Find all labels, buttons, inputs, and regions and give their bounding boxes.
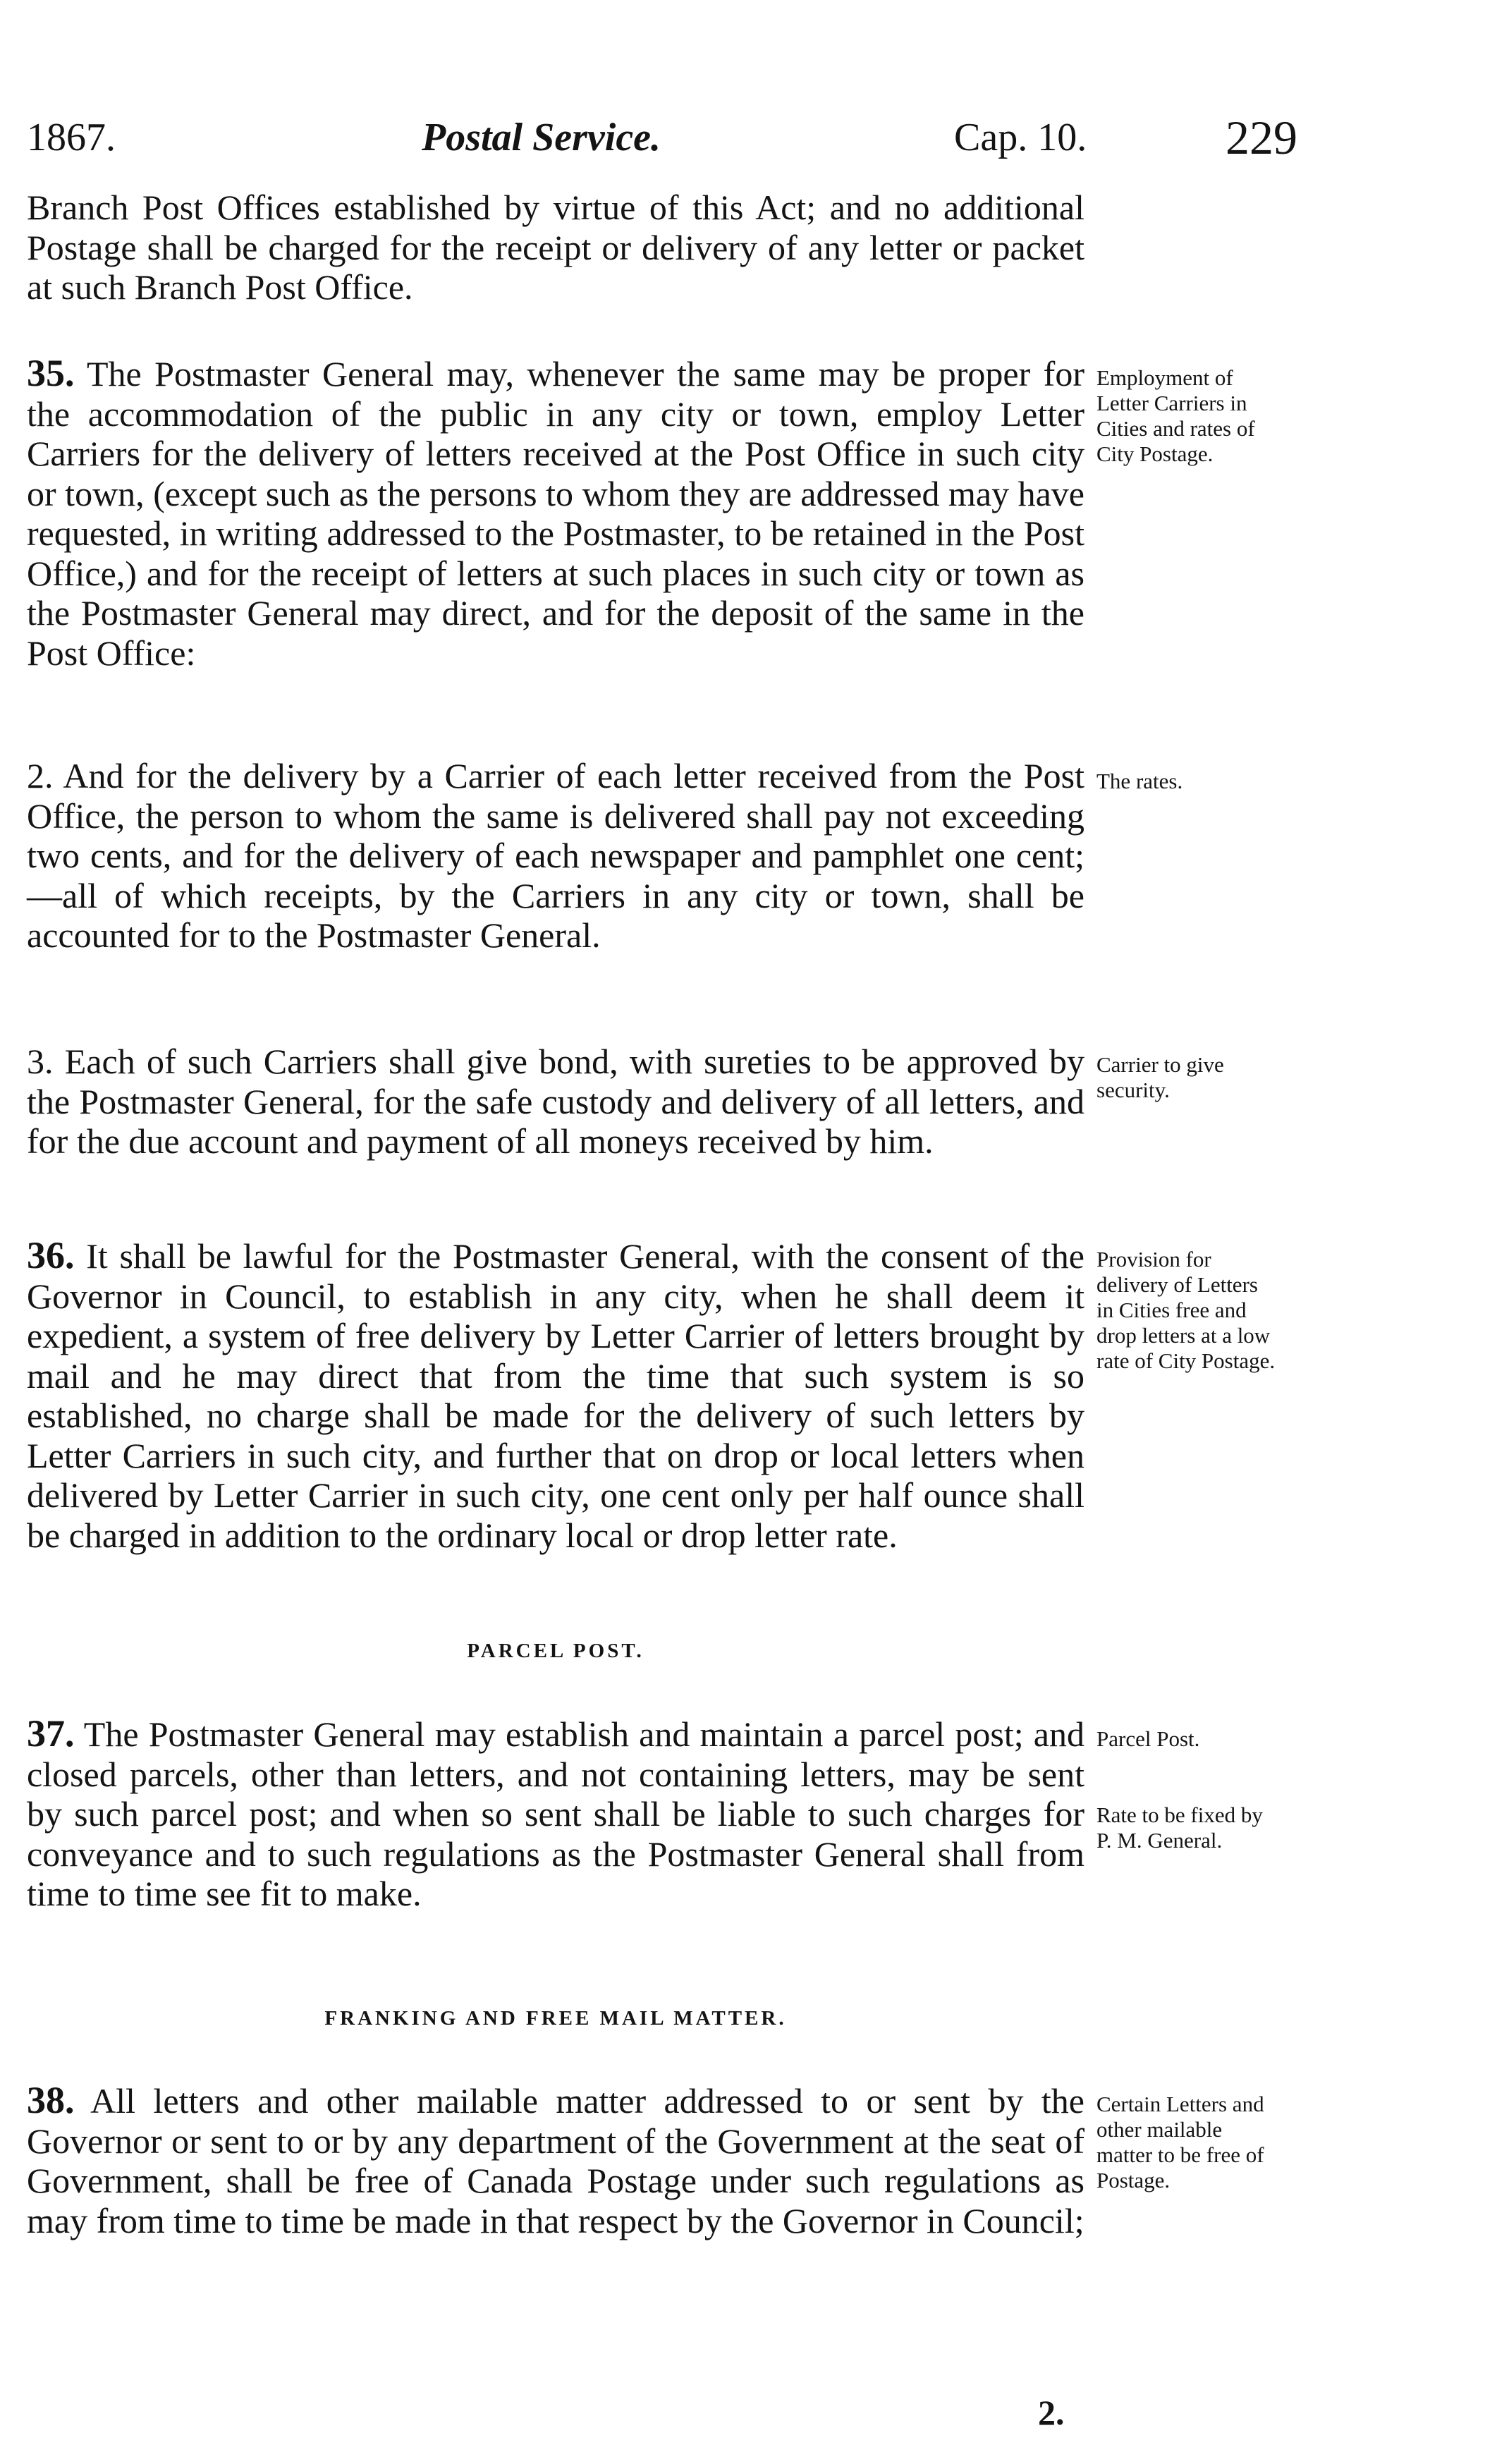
subsection-body: Each of such Carriers shall give bond, with sureties to be approved by the Postmaster General, for the safe custody and delivery of all letters, and for the due account and payment of all moneys received by him. xyxy=(27,1042,1085,1161)
margin-note-parcel-post: Parcel Post. xyxy=(1096,1726,1200,1751)
margin-note-employment: Employment of Letter Carriers in Cities and rates of City Postage. xyxy=(1096,365,1255,466)
section-35 xyxy=(27,353,1084,673)
subsection-35-3 xyxy=(27,1042,1084,1161)
heading-franking: FRANKING AND FREE MAIL MATTER. xyxy=(324,2007,787,2030)
subsection-35-2 xyxy=(27,756,1084,956)
section-body: The Postmaster General may establish and maintain a parcel post; and closed parcels, other than letters, and not containing letters, may be sent by such parcel post; and when so sent shall be liable to such charges for conveyance and to such regulations as the Postmaster General shall from time to time see fit to make. xyxy=(27,1714,1085,1913)
header-title: Postal Service. xyxy=(422,116,661,159)
subsection-body: And for the delivery by a Carrier of each letter received from the Post Office, the person to whom the same is delivered shall pay not exceeding two cents, and for the delivery of each newspaper and pamphlet one cent;—all of which receipts, by the Carriers in any city or town, shall be accounted for to the Postmaster General. xyxy=(27,756,1085,955)
section-36-text xyxy=(27,1236,1084,1555)
subsection-text xyxy=(27,756,1084,956)
section-36 xyxy=(27,1236,1084,1555)
section-37-text xyxy=(27,1714,1084,1914)
section-38-text xyxy=(27,2080,1084,2240)
paragraph-continuation xyxy=(27,188,1084,307)
section-number: 35. xyxy=(27,352,75,394)
section-number: 36. xyxy=(27,1234,75,1276)
section-body: The Postmaster General may, whenever the same may be proper for the accommodation of the public in any city or town, employ Letter Carriers for the delivery of letters received at the Post Office in such city or town, (except such as the persons to whom they are addressed may have requested, in writing addressed to the Postmaster, to be retained in the Post Office,) and for the receipt of letters at such places in such city or town as the Postmaster General may direct, and for the deposit of the same in the Post Office: xyxy=(27,354,1084,673)
header-chapter: Cap. 10. xyxy=(954,116,1087,159)
margin-note-rate-fixed: Rate to be fixed by P. M. General. xyxy=(1096,1803,1263,1853)
paragraph-text: Branch Post Offices established by virtue of this Act; and no additional Postage shall be charged for the receipt or delivery of any letter or packet at such Branch Post Office. xyxy=(27,188,1084,307)
subsection-number: 2. xyxy=(27,756,54,795)
section-number: 38. xyxy=(27,2079,75,2121)
margin-note-rates: The rates. xyxy=(1096,769,1183,793)
margin-note-security: Carrier to give security. xyxy=(1096,1052,1224,1102)
section-38 xyxy=(27,2080,1084,2240)
section-number: 37. xyxy=(27,1712,75,1755)
subsection-text xyxy=(27,1042,1084,1161)
section-body: All letters and other mailable matter addressed to or sent by the Governor or sent to or by any department of the Government at the seat of Government, shall be free of Canada Postage under such regulations as may from time to time be made in that respect by the Governor in Council; xyxy=(27,2081,1084,2240)
margin-note-free-postage: Certain Letters and other mailable matter to be free of Postage. xyxy=(1096,2092,1264,2192)
catchword: 2. xyxy=(1038,2393,1065,2432)
subsection-number: 3. xyxy=(27,1042,54,1081)
margin-note-free-delivery: Provision for delivery of Letters in Cities free and drop letters at a low rate of City Postage. xyxy=(1096,1247,1276,1373)
running-header xyxy=(27,106,1296,169)
section-35-text xyxy=(27,353,1084,673)
section-body: It shall be lawful for the Postmaster General, with the consent of the Governor in Council, to establish in any city, when he shall deem it expedient, a system of free delivery by Letter Carrier of letters brought by mail and he may direct that from the time that such system is so established, no charge shall be made for the delivery of such letters by Letter Carriers in such city, and further that on drop or local letters when delivered by Letter Carrier in such city, one cent only per half ounce shall be charged in addition to the ordinary local or drop letter rate. xyxy=(27,1236,1084,1555)
heading-parcel-post: PARCEL POST. xyxy=(467,1640,644,1662)
header-year: 1867. xyxy=(27,116,116,159)
section-37 xyxy=(27,1714,1084,1914)
page-number: 229 xyxy=(1226,111,1297,164)
